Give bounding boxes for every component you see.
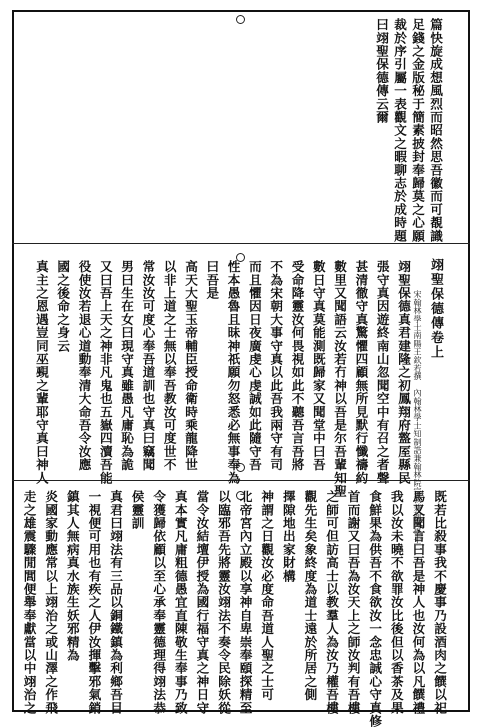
author-line: 宋翰林學士南陽王欽若撰 內翰林學士知制誥兼翰林院宗教兼翰林學士 <box>413 290 423 545</box>
text-column: 炎國家動應常以上翊治之或山澤之作飛 <box>43 490 59 715</box>
text-column: 以非上道之士無以奉吾教汝可度世不 <box>161 260 177 472</box>
text-column: 我以汝未曉不欲罪汝比後但以香茶及果 <box>388 490 404 715</box>
text-column: 真君曰翊法有三品以銅鐵鎮為利鄉吾目 <box>108 490 123 715</box>
text-column: 既若比殺事我不慶事乃設酒肉之饌以祀 <box>432 490 447 715</box>
text-column: 曰翊聖保德傳云爾 <box>374 18 389 124</box>
text-column: 馬又聞言曰吾是神人也汝何為以凡饌禮 <box>410 490 426 715</box>
text-column: 擇隙地出家財構 <box>280 490 296 583</box>
text-column: 甚清徹守真驚懼四顧無所見默行懺禱約 <box>353 260 369 485</box>
text-column: 當令汝結壇伊授為國行福守真之神日守 <box>194 490 210 715</box>
text-column: 觀先生矣象終度為道士遠於所居之側 <box>302 490 318 702</box>
text-column: 又曰吾上天之神非凡鬼也五嶽四瀆吾能 <box>97 260 113 485</box>
text-column: 鎮其人無病真水族生妖邪精為 <box>64 490 80 662</box>
text-column: 國之後命之身云 <box>55 260 71 353</box>
text-column: 北帝宮內立殿以享神自卑崇奉頤探精至 <box>237 490 253 715</box>
text-column: 數日守真莫能測既歸家又聞堂中曰吾 <box>310 260 326 472</box>
text-column: 篇快旋成想風烈而昭然思吾徽而可覩識 <box>428 18 443 243</box>
text-column: 足錢之金版秘于簡素披封奉歸莫之心願 <box>410 18 425 243</box>
binding-hole-top <box>236 15 245 24</box>
text-column: 男曰生在女曰現守真雖愚凡庸恥為詭 <box>119 260 135 472</box>
text-column: 翊聖保德真君建隆之初鳳翔府盩厔縣民 <box>396 260 411 485</box>
text-column: 一視便可用也有疾之人伊汝揮擊邪氣銷 <box>86 490 102 715</box>
text-column: 高天大聖玉帝輔臣授命衛時乘龍降世 <box>183 260 198 472</box>
text-column: 曰吾是 <box>204 260 220 300</box>
top-divider <box>12 243 470 244</box>
text-column: 張守真因遊終南山忽聞空中有召之者聲 <box>374 260 390 485</box>
text-column: 不為宋朝大事守真以此吾我兩守有司 <box>268 260 284 472</box>
text-column: 之師可但訪高士以教羣人為汝乃權吾樓 <box>324 490 339 715</box>
text-column: 食鮮果為供吾不食欲汝一念忠誠心守真修 <box>367 490 383 728</box>
text-column: 裁於序引屬一表觀文之暇聊志於成時題 <box>392 18 407 243</box>
text-column: 真本實凡庸粗德愚宜直陳敬生奉事乃致 <box>172 490 188 715</box>
text-column: 侯靈訓 <box>129 490 145 530</box>
text-column: 神謂之日觀汝必度命吾道人聖之士可 <box>259 490 275 702</box>
text-column: 以臨邪吾先將靈汝翊法不奏令民除妖從 <box>216 490 231 715</box>
text-column: 數里又聞語云汝若冇神以吾是尔吾輩知聖 <box>332 260 348 498</box>
text-column: 受命降靈汝何畏視如此不聽吾言吾將 <box>289 260 305 472</box>
text-column: 役使汝若退心道動奉清大命吾令汝應 <box>76 260 92 472</box>
text-column: 走之雄震驟閒閭便舉奉獻當以中翊治之 <box>21 490 37 715</box>
text-column: 令獲歸依顧以至心承奉靈德理得翊法恭 <box>151 490 167 715</box>
text-column: 而且懼因日夜廣虔心虔誠如此隨守吾 <box>246 260 262 472</box>
chapter-title: 翊聖保德傳卷上 <box>428 258 443 360</box>
text-column: 首而謝又曰吾為汝天上之師汝判有吾樓 <box>345 490 361 715</box>
text-column: 性本愚魯且昧神祇願勿怒悉必無事奉為 <box>225 260 241 485</box>
text-column: 真主之恩遇豈同巫覡之輩耶守真曰神人 <box>33 260 49 485</box>
text-column: 常汝汝可度心奉吾道訓也守真曰竊聞 <box>140 260 156 472</box>
